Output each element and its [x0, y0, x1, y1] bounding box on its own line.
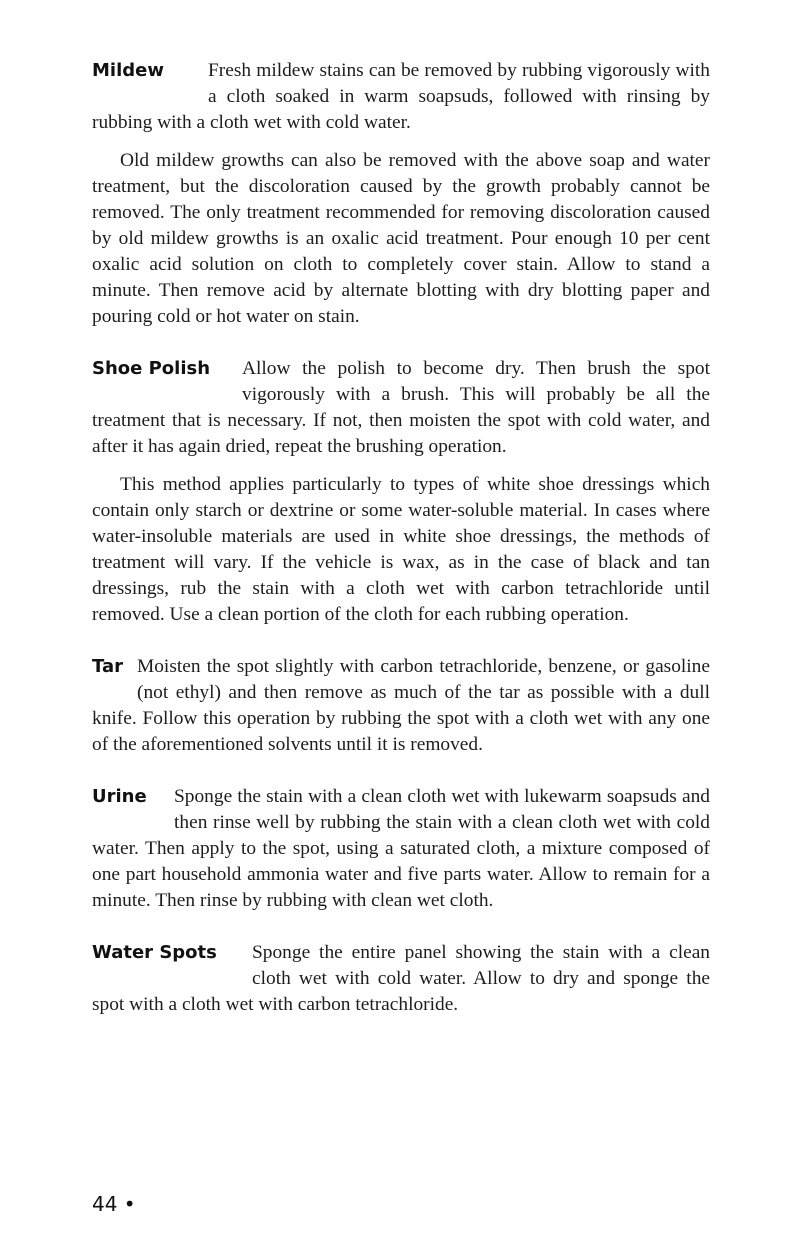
section-mildew — [92, 58, 710, 330]
section-tar — [92, 654, 710, 758]
section-urine — [92, 784, 710, 914]
paragraph: Fresh mildew stains can be removed by rubbing vigorously with a cloth soaked in warm soapsuds, followed with rinsing by rubbing with a cloth wet with cold water. — [92, 60, 710, 133]
section-heading: Shoe Polish — [92, 358, 211, 379]
section-heading: Tar — [92, 656, 123, 677]
section-heading: Water Spots — [92, 942, 217, 963]
paragraph: Sponge the stain with a clean cloth wet with lukewarm soapsuds and then rinse well by rubbing the stain with a clean cloth wet with cold water. Then apply to the spot, using a saturated cloth, a mixture composed of one part household ammonia water and five parts water. Allow to remain for a minute. Then rinse by rubbing with clean wet cloth. — [92, 786, 710, 911]
paragraph: Moisten the spot slightly with carbon tetrachloride, benzene, or gasoline (not ethyl) and then remove as much of the tar as possible with a dull knife. Follow this operation by rubbing the spot with a cloth wet with any one of the aforementioned solvents until it is removed. — [92, 656, 710, 755]
paragraph: Allow the polish to become dry. Then brush the spot vigorously with a brush. This will probably be all the treatment that is necessary. If not, then moisten the spot with cold water, and after it has again dried, repeat the brushing operation. — [92, 358, 710, 457]
section-water-spots — [92, 940, 710, 1018]
section-shoe-polish — [92, 356, 710, 628]
section-heading: Mildew — [92, 60, 164, 81]
page-number: 44 • — [92, 1192, 136, 1216]
paragraph: This method applies particularly to types of white shoe dressings which contain only starch or dextrine or some water-soluble material. In cases where water-insoluble materials are used in white shoe dressings, the methods of treatment will vary. If the vehicle is wax, as in the case of black and tan dressings, rub the stain with a cloth wet with carbon tetrachloride until removed. Use a clean portion of the cloth for each rubbing operation. — [92, 474, 710, 625]
document-page — [92, 58, 710, 1044]
paragraph: Old mildew growths can also be removed with the above soap and water treatment, but the discoloration caused by the growth probably cannot be removed. The only treatment recommended for removing discoloration caused by old mildew growths is an oxalic acid treatment. Pour enough 10 per cent oxalic acid solution on cloth to completely cover stain. Allow to stand a minute. Then remove acid by alternate blotting with dry blotting paper and pouring cold or hot water on stain. — [92, 150, 710, 327]
section-heading: Urine — [92, 786, 147, 807]
paragraph: Sponge the entire panel showing the stain with a clean cloth wet with cold water. Allow to dry and sponge the spot with a cloth wet with carbon tetrachloride. — [92, 942, 710, 1015]
